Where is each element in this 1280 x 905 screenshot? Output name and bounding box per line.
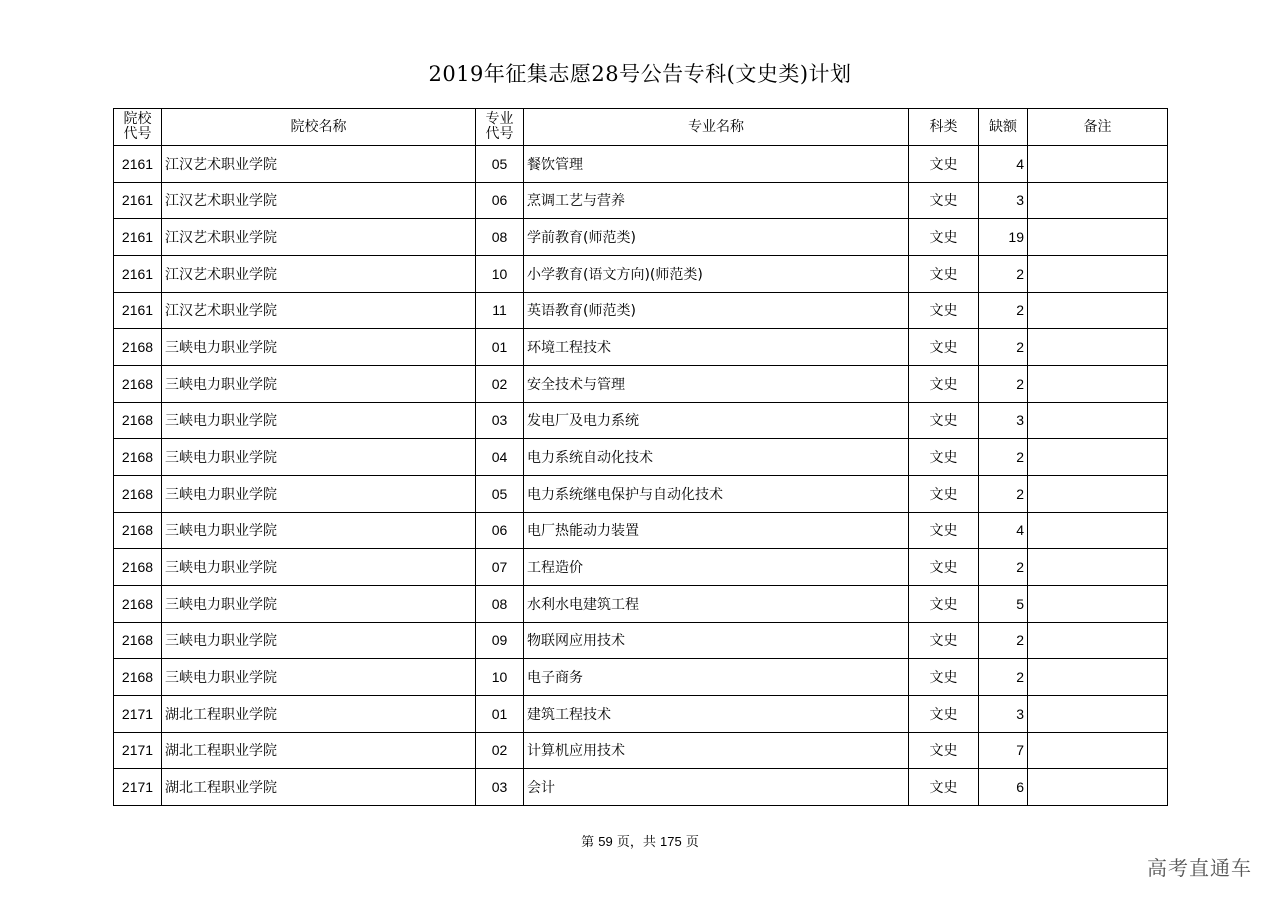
cell-major-name: 餐饮管理 (524, 146, 909, 183)
cell-category: 文史 (909, 659, 979, 696)
cell-school-code: 2161 (114, 292, 162, 329)
plan-table (113, 108, 1168, 806)
cell-school-name: 三峡电力职业学院 (162, 402, 476, 439)
cell-school-name: 三峡电力职业学院 (162, 329, 476, 366)
cell-category: 文史 (909, 182, 979, 219)
cell-major-name: 环境工程技术 (524, 329, 909, 366)
footer-middle: 页，共 (616, 835, 656, 850)
header-major-name: 专业名称 (524, 109, 909, 146)
cell-school-name: 湖北工程职业学院 (162, 769, 476, 806)
cell-school-code: 2168 (114, 439, 162, 476)
table-row (114, 585, 1168, 622)
cell-school-name: 三峡电力职业学院 (162, 622, 476, 659)
cell-major-name: 电子商务 (524, 659, 909, 696)
cell-major-name: 学前教育(师范类) (524, 219, 909, 256)
cell-school-name: 江汉艺术职业学院 (162, 255, 476, 292)
cell-school-code: 2168 (114, 549, 162, 586)
table-row (114, 549, 1168, 586)
footer-total-pages: 175 (660, 834, 682, 849)
header-note: 备注 (1028, 109, 1168, 146)
cell-category: 文史 (909, 769, 979, 806)
cell-major-name: 建筑工程技术 (524, 695, 909, 732)
cell-vacancy: 2 (979, 329, 1028, 366)
cell-school-code: 2171 (114, 695, 162, 732)
cell-category: 文史 (909, 402, 979, 439)
table-body (114, 146, 1168, 806)
cell-school-name: 湖北工程职业学院 (162, 695, 476, 732)
table-row (114, 439, 1168, 476)
cell-note (1028, 769, 1168, 806)
cell-school-code: 2171 (114, 732, 162, 769)
cell-school-code: 2161 (114, 146, 162, 183)
cell-major-code: 08 (476, 219, 524, 256)
cell-major-code: 10 (476, 255, 524, 292)
page-title: 2019年征集志愿28号公告专科(文史类)计划 (428, 62, 852, 86)
cell-note (1028, 329, 1168, 366)
cell-vacancy: 2 (979, 475, 1028, 512)
cell-note (1028, 512, 1168, 549)
cell-vacancy: 2 (979, 292, 1028, 329)
cell-category: 文史 (909, 549, 979, 586)
cell-school-code: 2168 (114, 512, 162, 549)
cell-note (1028, 292, 1168, 329)
cell-school-name: 江汉艺术职业学院 (162, 292, 476, 329)
header-category: 科类 (909, 109, 979, 146)
cell-school-code: 2168 (114, 622, 162, 659)
cell-vacancy: 4 (979, 512, 1028, 549)
cell-major-name: 发电厂及电力系统 (524, 402, 909, 439)
cell-major-code: 10 (476, 659, 524, 696)
table-row (114, 622, 1168, 659)
cell-vacancy: 2 (979, 549, 1028, 586)
cell-vacancy: 7 (979, 732, 1028, 769)
cell-category: 文史 (909, 622, 979, 659)
cell-major-code: 11 (476, 292, 524, 329)
table-row (114, 475, 1168, 512)
cell-note (1028, 146, 1168, 183)
cell-school-code: 2168 (114, 365, 162, 402)
cell-category: 文史 (909, 292, 979, 329)
cell-school-name: 三峡电力职业学院 (162, 549, 476, 586)
header-major-code: 专业 代号 (476, 109, 524, 146)
table-header-row (114, 109, 1168, 146)
cell-major-name: 电力系统自动化技术 (524, 439, 909, 476)
header-school-name: 院校名称 (162, 109, 476, 146)
cell-major-code: 07 (476, 549, 524, 586)
table-row (114, 146, 1168, 183)
cell-vacancy: 2 (979, 255, 1028, 292)
cell-major-code: 02 (476, 732, 524, 769)
table-row (114, 732, 1168, 769)
cell-vacancy: 3 (979, 182, 1028, 219)
cell-school-name: 三峡电力职业学院 (162, 475, 476, 512)
cell-category: 文史 (909, 585, 979, 622)
cell-school-name: 江汉艺术职业学院 (162, 219, 476, 256)
cell-vacancy: 2 (979, 659, 1028, 696)
cell-note (1028, 622, 1168, 659)
cell-note (1028, 659, 1168, 696)
cell-category: 文史 (909, 255, 979, 292)
cell-note (1028, 402, 1168, 439)
cell-category: 文史 (909, 695, 979, 732)
cell-school-name: 三峡电力职业学院 (162, 585, 476, 622)
cell-vacancy: 5 (979, 585, 1028, 622)
cell-school-name: 三峡电力职业学院 (162, 512, 476, 549)
cell-note (1028, 732, 1168, 769)
cell-major-name: 英语教育(师范类) (524, 292, 909, 329)
header-vacancy: 缺额 (979, 109, 1028, 146)
table-row (114, 402, 1168, 439)
watermark: 高考直通车 (1147, 856, 1252, 880)
cell-major-code: 03 (476, 769, 524, 806)
cell-category: 文史 (909, 475, 979, 512)
table-row (114, 659, 1168, 696)
cell-note (1028, 585, 1168, 622)
cell-major-code: 01 (476, 329, 524, 366)
table-row (114, 292, 1168, 329)
cell-major-name: 烹调工艺与营养 (524, 182, 909, 219)
cell-school-name: 三峡电力职业学院 (162, 659, 476, 696)
cell-major-code: 04 (476, 439, 524, 476)
page-footer (0, 831, 1280, 850)
cell-major-name: 安全技术与管理 (524, 365, 909, 402)
cell-major-name: 工程造价 (524, 549, 909, 586)
cell-school-name: 江汉艺术职业学院 (162, 146, 476, 183)
cell-school-code: 2171 (114, 769, 162, 806)
table-row (114, 512, 1168, 549)
cell-category: 文史 (909, 146, 979, 183)
cell-category: 文史 (909, 439, 979, 476)
table-row (114, 329, 1168, 366)
cell-major-code: 03 (476, 402, 524, 439)
footer-current-page: 59 (598, 834, 613, 849)
cell-school-code: 2168 (114, 475, 162, 512)
cell-major-code: 01 (476, 695, 524, 732)
cell-school-name: 江汉艺术职业学院 (162, 182, 476, 219)
cell-vacancy: 4 (979, 146, 1028, 183)
cell-major-code: 05 (476, 475, 524, 512)
cell-major-code: 06 (476, 512, 524, 549)
cell-note (1028, 439, 1168, 476)
cell-school-code: 2168 (114, 659, 162, 696)
cell-school-code: 2161 (114, 255, 162, 292)
cell-note (1028, 695, 1168, 732)
cell-major-code: 09 (476, 622, 524, 659)
cell-school-name: 湖北工程职业学院 (162, 732, 476, 769)
cell-category: 文史 (909, 219, 979, 256)
cell-note (1028, 475, 1168, 512)
cell-note (1028, 182, 1168, 219)
cell-note (1028, 255, 1168, 292)
cell-major-name: 电厂热能动力装置 (524, 512, 909, 549)
cell-note (1028, 365, 1168, 402)
cell-category: 文史 (909, 732, 979, 769)
cell-vacancy: 2 (979, 365, 1028, 402)
cell-major-name: 计算机应用技术 (524, 732, 909, 769)
header-school-code: 院校 代号 (114, 109, 162, 146)
table-row (114, 695, 1168, 732)
cell-school-code: 2161 (114, 182, 162, 219)
cell-major-name: 会计 (524, 769, 909, 806)
cell-vacancy: 3 (979, 402, 1028, 439)
cell-vacancy: 3 (979, 695, 1028, 732)
cell-vacancy: 2 (979, 622, 1028, 659)
cell-major-name: 物联网应用技术 (524, 622, 909, 659)
cell-category: 文史 (909, 365, 979, 402)
table-row (114, 255, 1168, 292)
cell-school-name: 三峡电力职业学院 (162, 365, 476, 402)
cell-school-code: 2161 (114, 219, 162, 256)
cell-school-code: 2168 (114, 402, 162, 439)
cell-school-name: 三峡电力职业学院 (162, 439, 476, 476)
table-row (114, 182, 1168, 219)
cell-school-code: 2168 (114, 329, 162, 366)
cell-major-code: 05 (476, 146, 524, 183)
cell-vacancy: 2 (979, 439, 1028, 476)
cell-major-code: 02 (476, 365, 524, 402)
cell-note (1028, 549, 1168, 586)
cell-vacancy: 6 (979, 769, 1028, 806)
cell-category: 文史 (909, 329, 979, 366)
cell-major-name: 电力系统继电保护与自动化技术 (524, 475, 909, 512)
cell-note (1028, 219, 1168, 256)
cell-major-code: 06 (476, 182, 524, 219)
table-row (114, 219, 1168, 256)
footer-prefix: 第 (581, 835, 595, 850)
table-row (114, 365, 1168, 402)
cell-major-name: 小学教育(语文方向)(师范类) (524, 255, 909, 292)
cell-school-code: 2168 (114, 585, 162, 622)
cell-major-name: 水利水电建筑工程 (524, 585, 909, 622)
cell-vacancy: 19 (979, 219, 1028, 256)
footer-suffix: 页 (685, 835, 699, 850)
table-row (114, 769, 1168, 806)
cell-category: 文史 (909, 512, 979, 549)
cell-major-code: 08 (476, 585, 524, 622)
